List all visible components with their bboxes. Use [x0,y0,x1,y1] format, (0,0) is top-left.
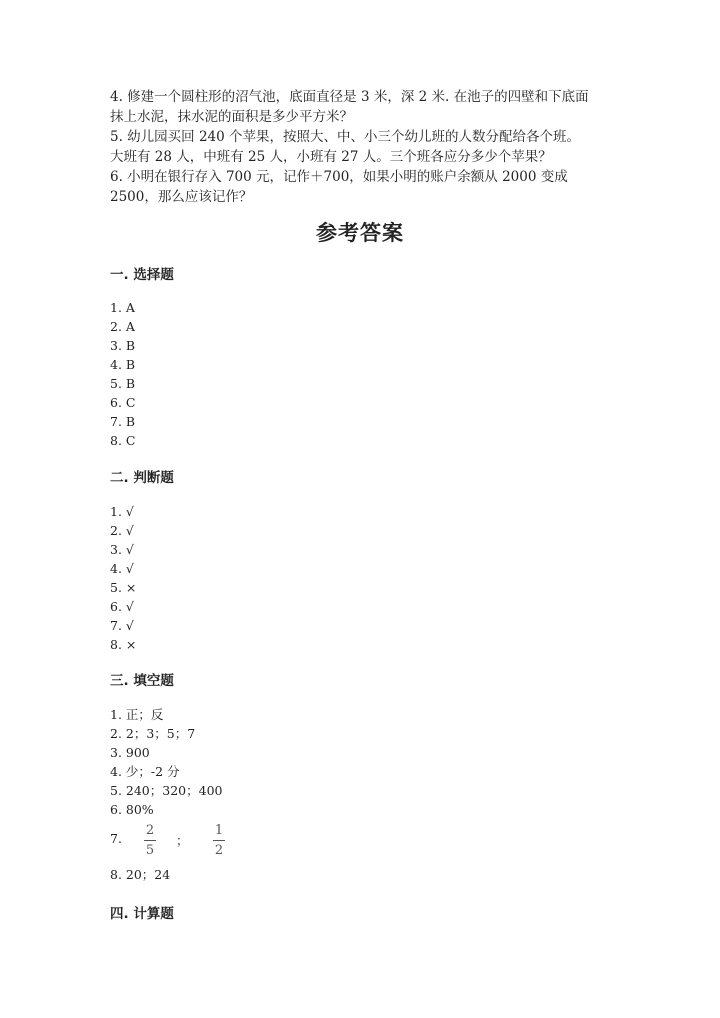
fill-item-7-separator: ； [176,833,189,848]
question-5-line-2: 大班有 28 人，中班有 25 人，小班有 27 人。三个班各应分多少个苹果？ [110,149,552,165]
list-item: 4. B [110,357,136,372]
list-item: 7. √ [110,618,134,633]
list-item: 3. 900 [110,745,150,760]
list-item: 6. 80% [110,802,154,817]
section-calc-heading: 四. 计算题 [110,906,174,922]
judge-answer-list [110,502,136,654]
choice-answer-list [110,298,135,450]
section-judge-heading: 二. 判断题 [110,470,174,486]
list-item: 2. 2；3；5；7 [110,726,196,741]
list-item: 1. √ [110,504,134,519]
list-item: 1. 正；反 [110,707,164,722]
fraction-numerator: 2 [145,823,155,838]
fraction-denominator: 2 [214,843,224,858]
fraction-numerator: 1 [214,823,224,838]
list-item: 7. B [110,414,136,429]
list-item: 8. × [110,637,137,652]
question-5-line-1: 5. 幼儿园买回 240 个苹果，按照大、中、小三个幼儿班的人数分配给各个班。 [110,129,581,145]
fraction-denominator: 5 [145,843,155,858]
question-4-line-2: 抹上水泥，抹水泥的面积是多少平方米？ [110,109,353,125]
list-item: 5. × [110,580,137,595]
list-item: 5. B [110,376,136,391]
list-item: 4. √ [110,561,134,576]
section-fill-heading: 三. 填空题 [110,673,174,689]
list-item: 3. B [110,338,136,353]
fraction-bar [213,840,225,841]
section-choice-heading: 一. 选择题 [110,267,174,283]
fraction-bar [144,840,156,841]
answer-title: 参考答案 [316,221,404,245]
fraction-two-fifths [144,823,156,858]
list-item: 6. C [110,395,136,410]
list-item: 5. 240；320；400 [110,783,223,798]
question-4-line-1: 4. 修建一个圆柱形的沼气池，底面直径是 3 米，深 2 米. 在池子的四壁和下底面 [110,89,589,105]
fill-answer-list [110,705,222,819]
list-item: 1. A [110,300,135,315]
fraction-one-half [213,823,225,858]
question-6-line-2: 2500，那么应该记作？ [110,189,253,205]
list-item: 3. √ [110,542,134,557]
list-item: 4. 少；-2 分 [110,764,180,779]
question-6-line-1: 6. 小明在银行存入 700 元，记作＋700，如果小明的账户余额从 2000 变成 [110,169,568,185]
fill-item-8: 8. 20；24 [110,867,171,882]
fill-item-7-label: 7. [110,831,122,846]
list-item: 2. √ [110,523,134,538]
list-item: 2. A [110,319,135,334]
list-item: 6. √ [110,599,134,614]
list-item: 8. C [110,433,136,448]
